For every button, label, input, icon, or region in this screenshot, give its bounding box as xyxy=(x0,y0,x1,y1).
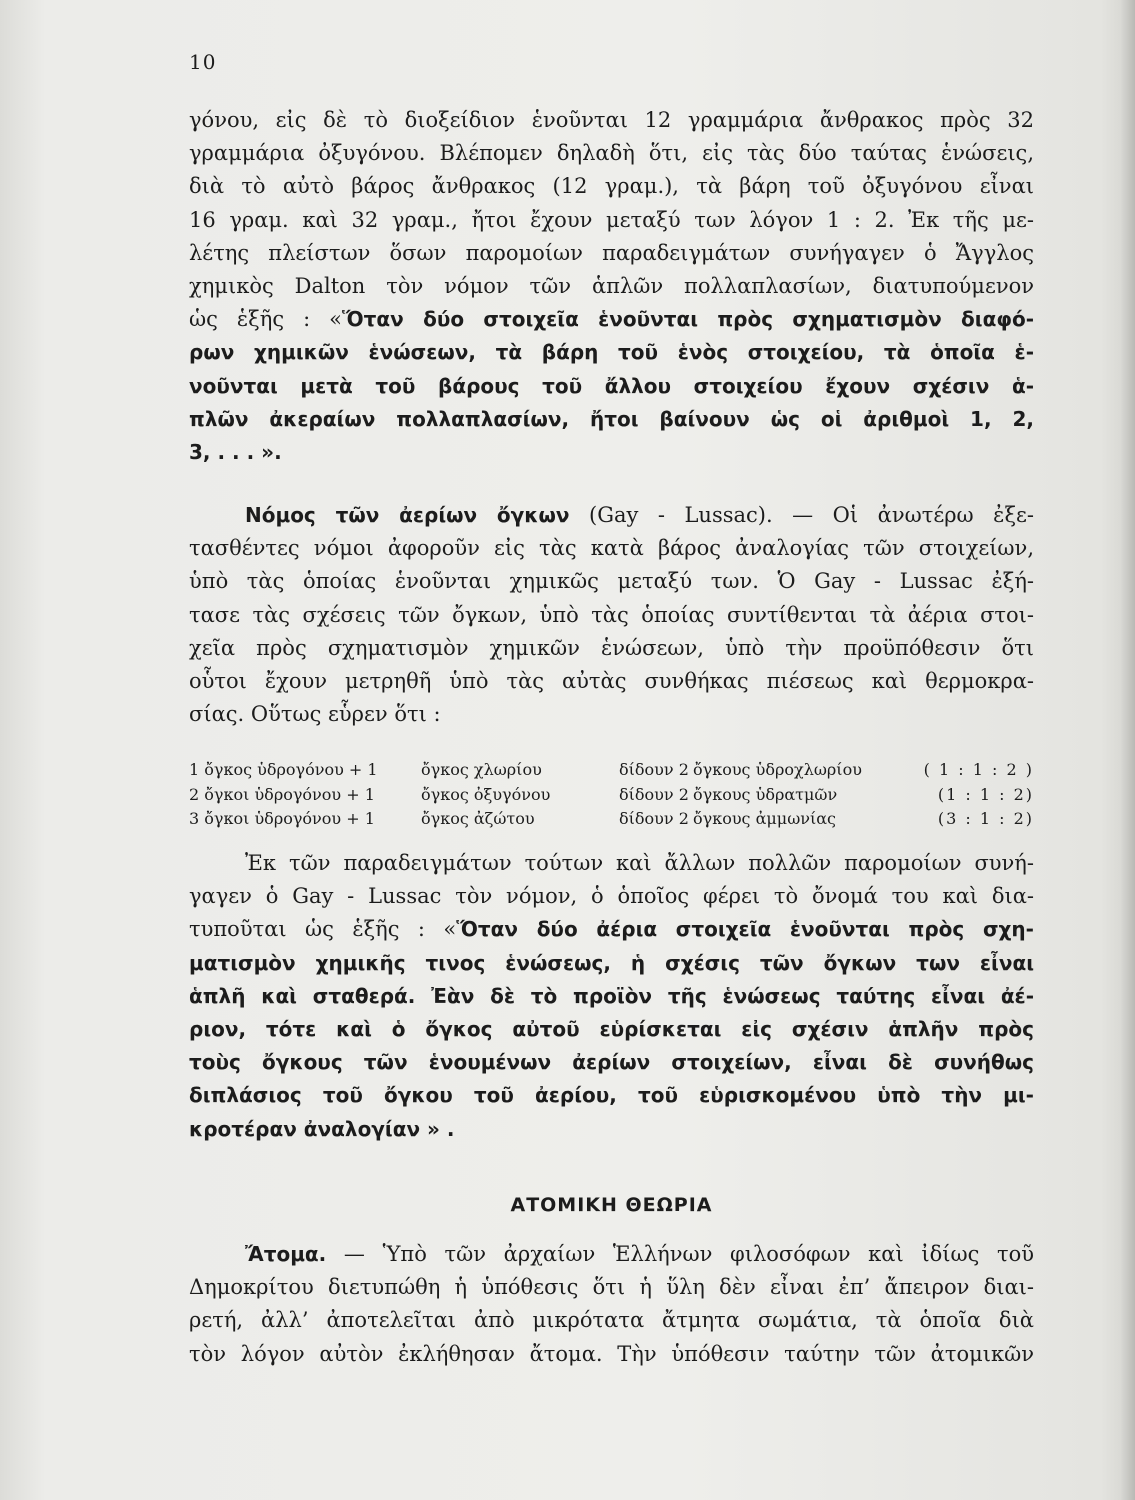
page-binding-edge xyxy=(1121,0,1135,1500)
reaction-volume-table xyxy=(189,758,1034,832)
text-line: ρετή, ἀλλ’ ἀποτελεῖται ἀπὸ μικρότατα ἄτμητα σωμάτια, τὰ ὁποῖα διὰ xyxy=(189,1308,1034,1333)
text-line xyxy=(189,303,1034,336)
law-line xyxy=(189,1046,1034,1079)
law-text: πλῶν ἀκεραίων πολλαπλασίων, ἤτοι βαίνουν ὡς οἱ ἀριθμοὶ 1, 2, xyxy=(189,406,1034,431)
reactant-1: 3 ὄγκοι ὑδρογόνου + 1 xyxy=(189,809,375,828)
text-run: (Gay - Lussac). — Οἱ ἀνωτέρω ἐξε- xyxy=(589,503,1034,527)
text-line xyxy=(189,499,1034,532)
reactant-2: ὄγκος ὀξυγόνου xyxy=(421,784,551,804)
text-line: 16 γραμ. καὶ 32 γραμ., ἤτοι ἔχουν μεταξύ των λόγον 1 : 2. Ἐκ τῆς με- xyxy=(189,207,1034,232)
law-text: ματισμὸν χημικῆς τινος ἑνώσεως, ἡ σχέσις τῶν ὄγκων των εἶναι xyxy=(189,950,1034,975)
text-line xyxy=(189,1238,1034,1271)
section-title: ΑΤΟΜΙΚΗ ΘΕΩΡΙΑ xyxy=(510,1194,713,1216)
law-text: τοὺς ὄγκους τῶν ἑνουμένων ἀερίων στοιχείων, εἶναι δὲ συνήθως xyxy=(189,1050,1034,1075)
law-text: Ὅταν δύο στοιχεῖα ἑνοῦνται πρὸς σχηματισμὸν διαφό- xyxy=(342,307,1035,332)
reactant-1: 2 ὄγκοι ὑδρογόνου + 1 xyxy=(189,784,375,804)
law-text: διπλάσιος τοῦ ὄγκου τοῦ ἀερίου, τοῦ εὑρισκομένου ὑπὸ τὴν μι- xyxy=(189,1083,1034,1108)
page-number: 10 xyxy=(189,50,217,74)
text-line: σίας. Οὕτως εὗρεν ὅτι : xyxy=(189,702,441,727)
law-lead-in: ὡς ἑξῆς : « xyxy=(189,307,343,332)
volume-ratio: ( 1 : 1 : 2 ) xyxy=(923,760,1034,779)
law-line xyxy=(189,947,1034,980)
law-line xyxy=(189,1079,1034,1112)
text-line: γαγεν ὁ Gay - Lussac τὸν νόμον, ὁ ὁποῖος φέρει τὸ ὄνομά του καὶ δια- xyxy=(189,884,1034,909)
paragraph-dalton xyxy=(189,104,1034,469)
verb: δίδουν 2 xyxy=(619,809,689,828)
text-run: — Ὑπὸ τῶν ἀρχαίων Ἑλλήνων φιλοσόφων καὶ ἰδίως τοῦ xyxy=(343,1242,1034,1266)
product: ὄγκους ἀμμωνίας xyxy=(693,809,837,828)
table-row xyxy=(189,807,1034,832)
reactant-2: ὄγκος χλωρίου xyxy=(421,760,542,779)
text-line: ὑπὸ τὰς ὁποίας ἑνοῦνται χημικῶς μεταξύ των. Ὁ Gay - Lussac ἐξή- xyxy=(189,569,1034,594)
law-line xyxy=(189,370,1034,403)
law-line xyxy=(189,336,1034,369)
law-line xyxy=(189,403,1034,436)
law-text: ἁπλῆ καὶ σταθερά. Ἐὰν δὲ τὸ προϊὸν τῆς ἑνώσεως ταύτης εἶναι ἀέ- xyxy=(189,983,1034,1008)
law-line xyxy=(189,980,1034,1013)
law-text: ριον, τότε καὶ ὁ ὄγκος αὐτοῦ εὑρίσκεται εἰς σχέσιν ἁπλῆν πρὸς xyxy=(189,1016,1034,1041)
table-row xyxy=(189,783,1034,808)
law-line xyxy=(189,1013,1034,1046)
section-run-in-heading: Ἄτομα. xyxy=(245,1242,327,1266)
text-line: τασθέντες νόμοι ἀφοροῦν εἰς τὰς κατὰ βάρος ἀναλογίας τῶν στοιχείων, xyxy=(189,536,1034,561)
product: ὄγκους ὑδροχλωρίου xyxy=(693,760,862,779)
text-line xyxy=(189,913,1034,946)
reactant-2: ὄγκος ἀζώτου xyxy=(421,809,535,828)
reactant-1: 1 ὄγκος ὑδρογόνου + 1 xyxy=(189,760,378,779)
table-row xyxy=(189,758,1034,783)
text-line: οὗτοι ἔχουν μετρηθῆ ὑπὸ τὰς αὐτὰς συνθήκας πιέσεως καὶ θερμοκρα- xyxy=(189,668,1034,693)
law-text: νοῦνται μετὰ τοῦ βάρους τοῦ ἄλλου στοιχείου ἔχουν σχέσιν ἁ- xyxy=(189,373,1034,398)
law-text: κροτέραν ἀναλογίαν » . xyxy=(189,1116,455,1141)
text-line: τὸν λόγον αὐτὸν ἐκλήθησαν ἄτομα. Τὴν ὑπόθεσιν ταύτην τῶν ἀτομικῶν xyxy=(189,1341,1034,1366)
product: ὄγκους ὑδρατμῶν xyxy=(693,784,838,804)
text-line: γραμμάρια ὀξυγόνου. Βλέπομεν δηλαδὴ ὅτι, εἰς τὰς δύο ταύτας ἑνώσεις, xyxy=(189,141,1034,166)
text-line: χεῖα πρὸς σχηματισμὸν χημικῶν ἑνώσεων, ὑπὸ τὴν προϋπόθεσιν ὅτι xyxy=(189,635,1034,660)
volume-ratio: (3 : 1 : 2) xyxy=(937,809,1034,828)
text-line: Δημοκρίτου διετυπώθη ἡ ὑπόθεσις ὅτι ἡ ὕλη δὲν εἶναι ἐπ’ ἄπειρον διαι- xyxy=(189,1275,1034,1300)
section-run-in-heading: Νόμος τῶν ἀερίων ὄγκων xyxy=(245,503,570,527)
law-text: Ὅταν δύο ἀέρια στοιχεῖα ἑνοῦνται πρὸς σχη- xyxy=(456,917,1034,942)
verb: δίδουν 2 xyxy=(619,784,689,804)
law-line xyxy=(189,1113,1034,1146)
law-text: ρων χημικῶν ἑνώσεων, τὰ βάρη τοῦ ἑνὸς στοιχείου, τὰ ὁποῖα ἑ- xyxy=(189,340,1034,365)
text-line: διὰ τὸ αὐτὸ βάρος ἄνθρακος (12 γραμ.), τὰ βάρη τοῦ ὀξυγόνου εἶναι xyxy=(189,174,1034,199)
text-line: τασε τὰς σχέσεις τῶν ὄγκων, ὑπὸ τὰς ὁποίας συντίθενται τὰ ἀέρια στοι- xyxy=(189,602,1034,627)
verb: δίδουν 2 xyxy=(619,760,689,779)
text-line: χημικὸς Dalton τὸν νόμον τῶν ἁπλῶν πολλαπλασίων, διατυπούμενον xyxy=(189,273,1034,298)
law-line xyxy=(189,436,1034,469)
law-lead-in: τυποῦται ὡς ἑξῆς : « xyxy=(189,917,457,942)
volume-ratio: (1 : 1 : 2) xyxy=(937,784,1034,804)
text-line: Ἐκ τῶν παραδειγμάτων τούτων καὶ ἄλλων πολλῶν παρομοίων συνή- xyxy=(245,851,1034,875)
paragraph-gay-lussac-law xyxy=(189,847,1034,1146)
paragraph-atoms xyxy=(189,1238,1034,1371)
law-text: 3, . . . ». xyxy=(189,439,282,464)
text-line: γόνου, εἰς δὲ τὸ διοξείδιον ἑνοῦνται 12 γραμμάρια ἄνθρακος πρὸς 32 xyxy=(189,108,1034,132)
paragraph-gay-lussac xyxy=(189,499,1034,731)
text-line: λέτης πλείστων ὅσων παρομοίων παραδειγμάτων συνήγαγεν ὁ Ἄγγλος xyxy=(189,240,1034,265)
